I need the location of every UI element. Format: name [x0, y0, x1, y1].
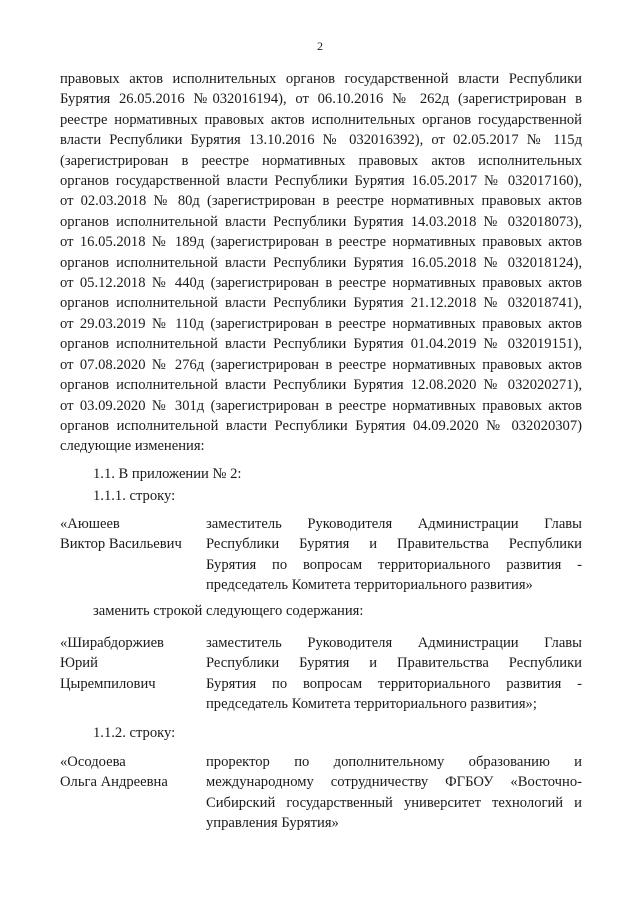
item-1-1-heading: 1.1. В приложении № 2:	[93, 466, 242, 482]
entry-name: «Ширабдоржиев Юрий Цыремпилович	[60, 635, 164, 692]
page-number: 2	[317, 39, 323, 53]
entry-osodoeva	[60, 752, 582, 836]
intro-line: от 03.09.2020 № 301д (зарегистрирован в реестре нормативных правовых актов	[60, 397, 582, 414]
entry-position-line: Бурятия по вопросам территориального развития -	[206, 675, 582, 692]
entry-position-line: председатель Комитета территориального развития»;	[206, 696, 537, 713]
intro-line: органов исполнительной власти Республики Бурятия 16.05.2018 № 032018124),	[60, 254, 582, 271]
entry-position-line: Бурятия по вопросам территориального развития -	[206, 556, 582, 573]
intro-line: от 07.08.2020 № 276д (зарегистрирован в реестре нормативных правовых актов	[60, 356, 582, 373]
intro-line: правовых актов исполнительных органов государственной власти Республики	[60, 71, 582, 87]
intro-line: Бурятия 26.05.2016 №032016194), от 06.10.2016 № 262д (зарегистрирован в	[60, 91, 582, 108]
item-1-1-1-heading: 1.1.1. строку:	[93, 488, 176, 504]
replace-instruction: заменить строкой следующего содержания:	[93, 603, 364, 619]
entry-name: «Осодоева Ольга Андреевна	[60, 754, 168, 791]
intro-line: власти Республики Бурятия 13.10.2016 № 032016392), от 02.05.2017 № 115д	[60, 132, 582, 149]
intro-line: от 16.05.2018 № 189д (зарегистрирован в реестре нормативных правовых актов	[60, 234, 582, 251]
intro-line: органов исполнительной власти Республики Бурятия 04.09.2020 № 032020307)	[60, 417, 582, 434]
intro-line: реестре нормативных правовых актов исполнительных органов государственной	[60, 111, 582, 128]
intro-line: от 29.03.2019 № 110д (зарегистрирован в реестре нормативных правовых актов	[60, 315, 582, 332]
entry-position-line: Республики Бурятия и Правительства Республики	[206, 536, 582, 553]
intro-line: органов исполнительной власти Республики Бурятия 21.12.2018 № 032018741),	[60, 295, 582, 312]
entry-position-line: Сибирский государственный университет технологий и	[206, 794, 582, 811]
intro-line: от 02.03.2018 № 80д (зарегистрирован в реестре нормативных правовых актов	[60, 193, 582, 210]
item-1-1-2-heading: 1.1.2. строку:	[93, 725, 176, 741]
intro-line: органов исполнительной власти Республики Бурятия 01.04.2019 № 032019151),	[60, 336, 582, 353]
entry-position	[206, 752, 582, 834]
entry-position-line: Республики Бурятия и Правительства Республики	[206, 655, 582, 672]
entry-position-line: проректор по дополнительному образованию и	[206, 754, 582, 770]
entry-position-line: председатель Комитета территориального развития»	[206, 577, 533, 594]
intro-line: (зарегистрирован в реестре нормативных правовых актов исполнительных	[60, 152, 582, 169]
intro-line: следующие изменения:	[60, 438, 205, 455]
entry-position-line: международному сотрудничеству ФГБОУ «Восточно-	[206, 774, 582, 791]
entry-name: «Аюшеев Виктор Васильевич	[60, 516, 182, 553]
intro-paragraph	[60, 69, 582, 457]
entry-position-line: заместитель Руководителя Администрации Главы	[206, 516, 582, 532]
entry-position	[206, 514, 582, 596]
intro-line: органов исполнительной власти Республики Бурятия 14.03.2018 № 032018073),	[60, 213, 582, 230]
entry-position-line: управления Бурятия»	[206, 815, 339, 832]
intro-line: от 05.12.2018 № 440д (зарегистрирован в реестре нормативных правовых актов	[60, 275, 582, 292]
entry-position-line: заместитель Руководителя Администрации Главы	[206, 635, 582, 651]
intro-line: органов государственной власти Республики Бурятия 16.05.2017 № 032017160),	[60, 173, 582, 190]
entry-ayusheev	[60, 514, 582, 598]
entry-position	[206, 633, 582, 715]
entry-shirabdorzhiev	[60, 633, 582, 717]
intro-line: органов исполнительной власти Республики Бурятия 12.08.2020 № 032020271),	[60, 377, 582, 394]
